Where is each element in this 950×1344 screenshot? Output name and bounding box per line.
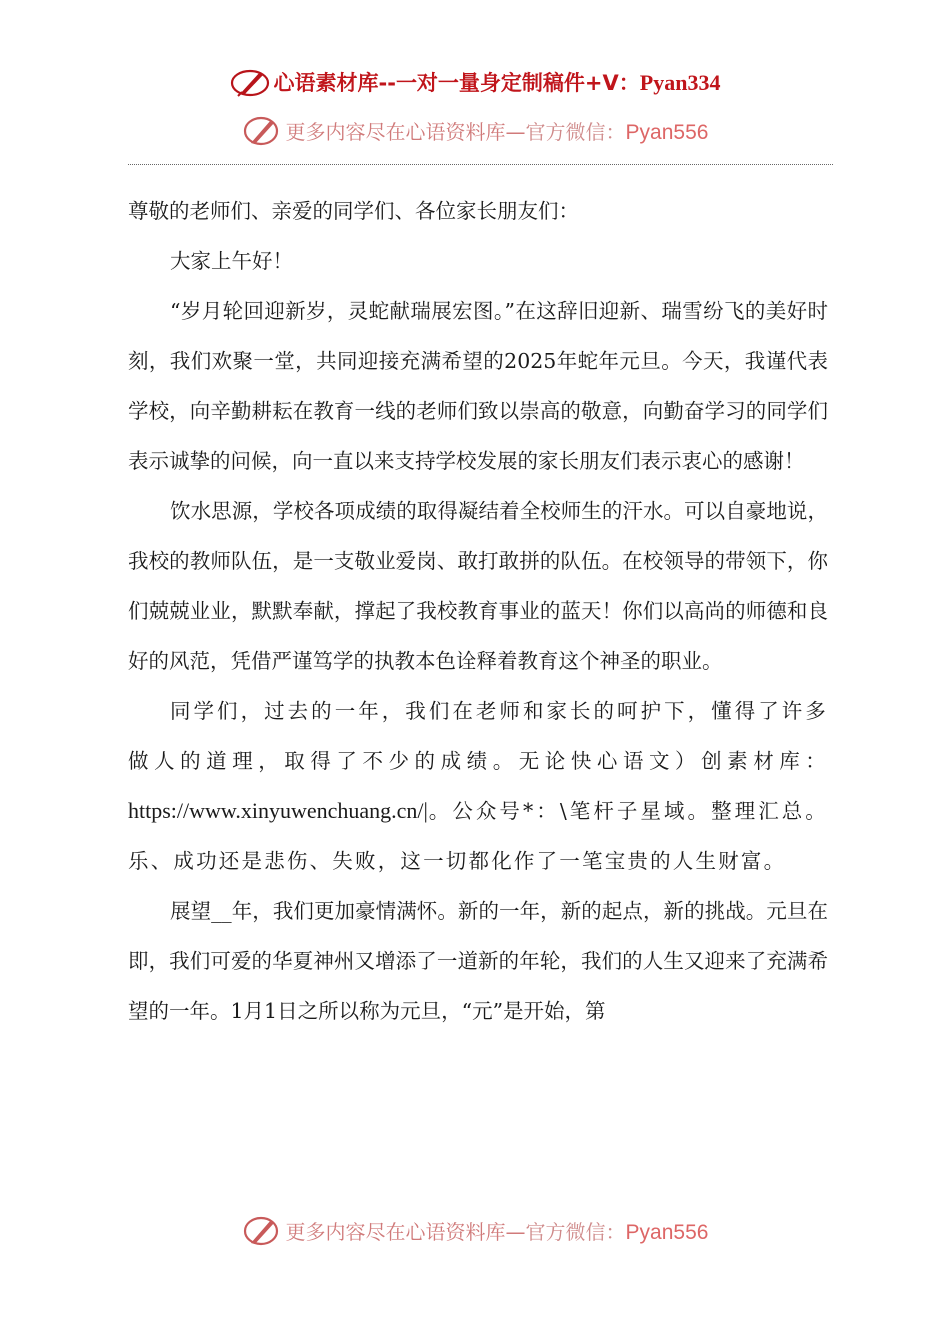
paragraph-3-start: 同学们，过去的一年，我们在老师和家长的呵护下，懂得了许多做人的道理，取得了不少的成绩。无论快心语文）创素材库： <box>128 699 828 773</box>
paragraph-2: 饮水思源，学校各项成绩的取得凝结着全校师生的汗水。可以自豪地说，我校的教师队伍，是一支敬业爱岗、敢打敢拼的队伍。在校领导的带领下，你们兢兢业业，默默奉献，撑起了我校教育事业的蓝天！你们以高尚的师德和良好的风范，凭借严谨笃学的执教本色诠释着教育这个神圣的职业。 <box>128 499 828 673</box>
header-divider <box>128 164 833 165</box>
brand-tagline: 一对一量身定制稿件+V： <box>395 71 640 95</box>
promo-wechat-label: 官方微信： <box>525 119 626 144</box>
brand-separator: -- <box>378 71 396 95</box>
promo-dash: — <box>505 119 526 144</box>
quill-logo-icon <box>242 113 284 147</box>
promo-wechat-id: Pyan556 <box>625 120 709 144</box>
quill-logo-icon <box>230 66 274 98</box>
greeting: 尊敬的老师们、亲爱的同学们、各位家长朋友们： <box>128 199 579 223</box>
footer-wechat-id: Pyan556 <box>625 1220 709 1244</box>
brand-title <box>274 67 721 97</box>
promo-text <box>286 116 709 145</box>
footer-banner <box>0 1210 950 1250</box>
paragraph-3-end: 。公众号*：\笔杆子星域。整理汇总。乐、成功还是悲伤、失败，这一切都化作了一笔宝贵的人生财富。 <box>128 799 828 873</box>
footer-promo-dash: — <box>505 1219 526 1244</box>
header-banner <box>0 64 950 100</box>
quill-logo-icon <box>242 1212 284 1248</box>
paragraph-3 <box>128 686 828 886</box>
paragraph-4: 展望__年，我们更加豪情满怀。新的一年，新的起点，新的挑战。元旦在即，我们可爱的华夏神州又增添了一道新的年轮，我们的人生又迎来了充满希望的一年。1月1日之所以称为元旦，“元”是开始，第 <box>128 899 828 1023</box>
hello-line: 大家上午好！ <box>170 249 293 273</box>
source-url-link[interactable]: https://www.xinyuwenchuang.cn/| <box>128 798 428 823</box>
brand-name: 心语素材库 <box>273 71 379 95</box>
promo-main: 更多内容尽在心语资料库 <box>285 119 506 144</box>
document-body <box>128 186 828 1036</box>
paragraph-1: “岁月轮回迎新岁，灵蛇献瑞展宏图。”在这辞旧迎新、瑞雪纷飞的美好时刻，我们欢聚一堂，共同迎接充满希望的2025年蛇年元旦。今天，我谨代表学校，向辛勤耕耘在教育一线的老师们致以崇高的敬意，向勤奋学习的同学们表示诚挚的问候，向一直以来支持学校发展的家长朋友们表示衷心的感谢！ <box>128 299 828 473</box>
promo-banner <box>0 112 950 148</box>
brand-contact: Pyan334 <box>639 70 721 95</box>
footer-wechat-label: 官方微信： <box>525 1219 626 1244</box>
footer-promo-main: 更多内容尽在心语资料库 <box>285 1219 506 1244</box>
footer-promo-text <box>286 1216 709 1245</box>
